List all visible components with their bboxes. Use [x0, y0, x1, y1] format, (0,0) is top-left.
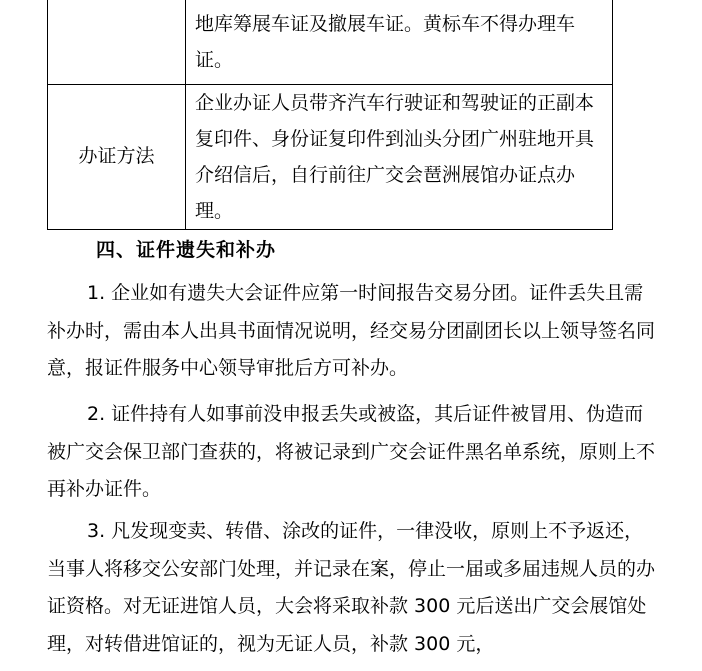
paragraph-1 — [47, 275, 659, 388]
paragraph-3 — [47, 513, 659, 663]
certificate-table — [47, 0, 613, 230]
paragraph-2 — [47, 396, 659, 509]
table-row2-content: 企业办证人员带齐汽车行驶证和驾驶证的正副本复印件、身份证复印件到汕头分团广州驻地开具介绍信后，自行前往广交会琶洲展馆办证点办理。 — [195, 92, 595, 222]
section-heading: 四、证件遗失和补办 — [96, 239, 277, 261]
table-row2-label: 办证方法 — [78, 145, 155, 167]
paragraph-1-text: 1. 企业如有遗失大会证件应第一时间报告交易分团。证件丢失且需补办时，需由本人出具书面情况说明，经交易分团副团长以上领导签名同意，报证件服务中心领导审批后方可补办。 — [47, 282, 656, 379]
paragraph-2-text: 2. 证件持有人如事前没申报丢失或被盗，其后证件被冒用、伪造而被广交会保卫部门查获的，将被记录到广交会证件黑名单系统，原则上不再补办证件。 — [47, 403, 656, 500]
paragraph-3-text: 3. 凡发现变卖、转借、涂改的证件，一律没收，原则上不予返还，当事人将移交公安部门处理，并记录在案，停止一届或多届违规人员的办证资格。对无证进馆人员，大会将采取补款 300 元后送出广交会展馆处理，对转借进馆证的，视为无证人员，补款 300 元， — [47, 520, 656, 655]
table-column-divider — [185, 0, 186, 229]
table-row1-content: 地库筹展车证及撤展车证。黄标车不得办理车证。 — [195, 13, 576, 71]
